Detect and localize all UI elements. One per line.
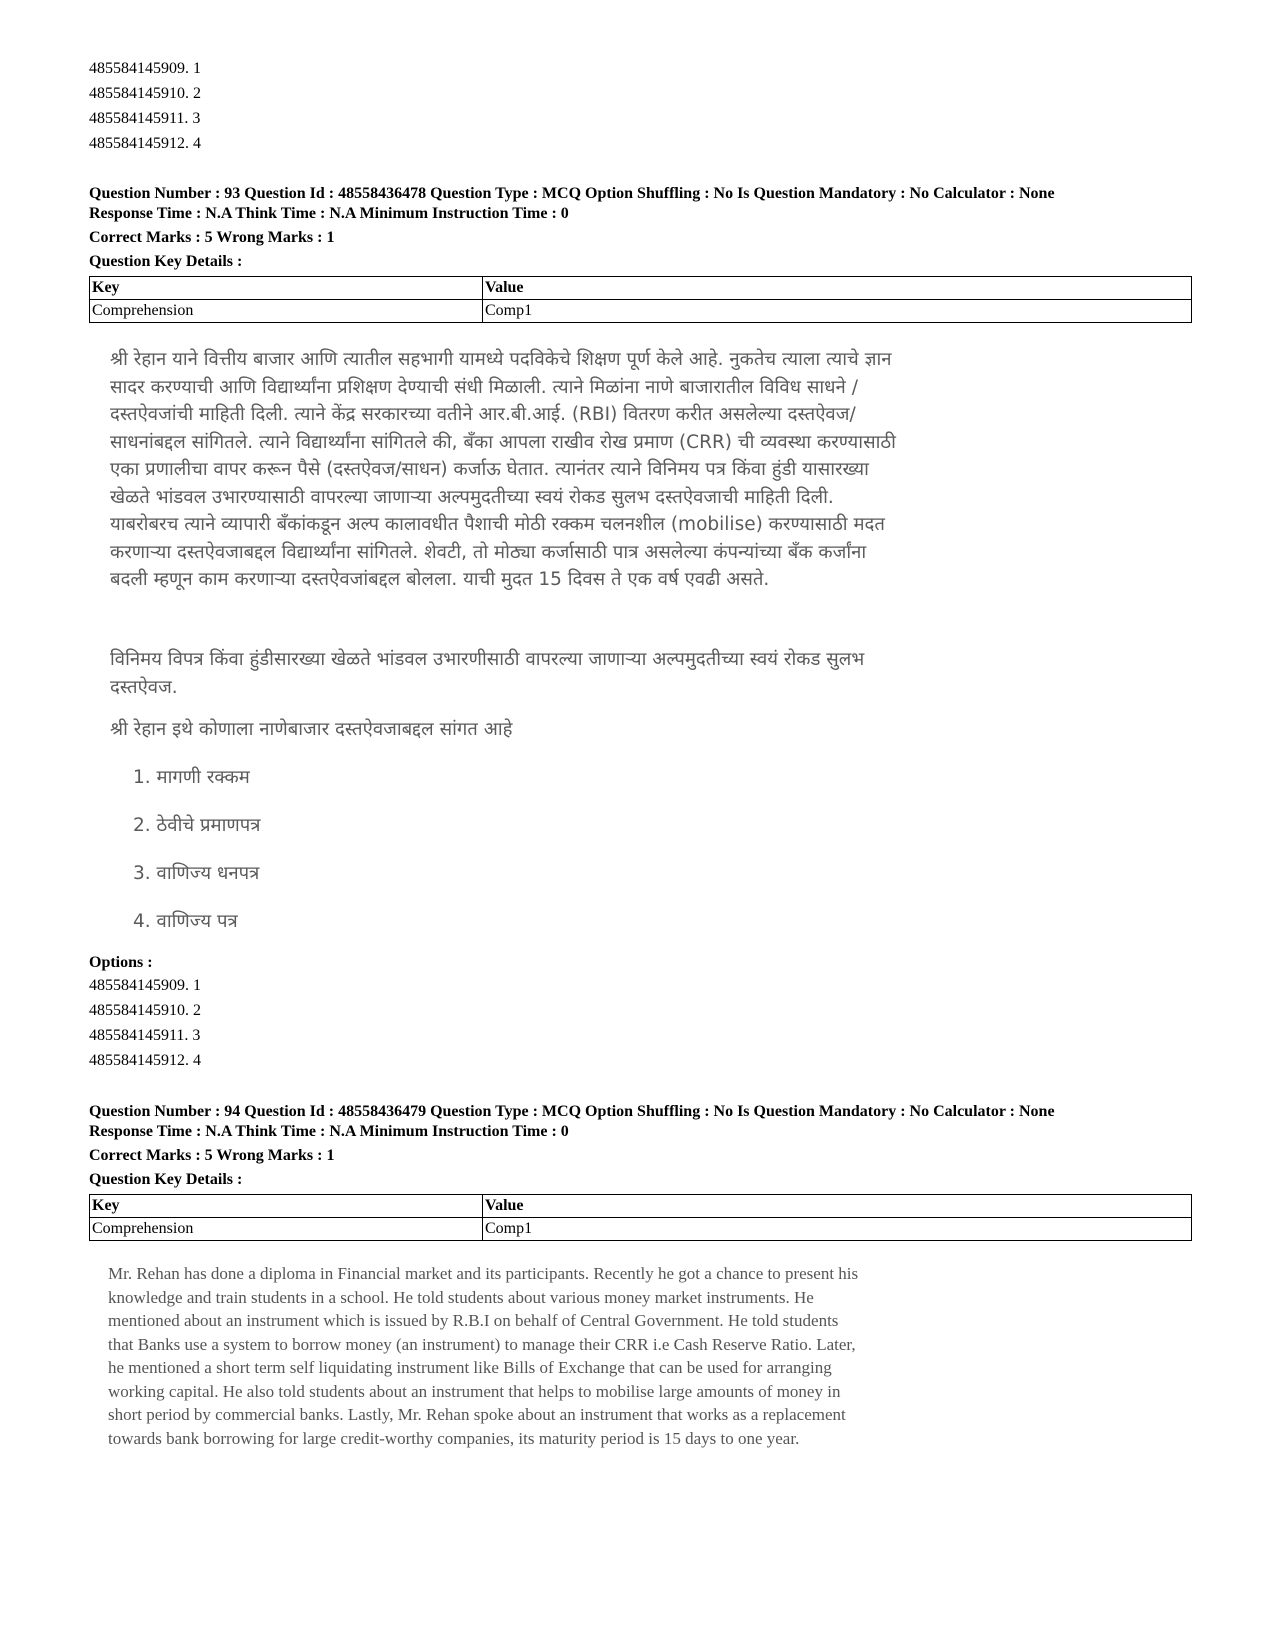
table-header-row (90, 277, 1192, 300)
value-cell: Comp1 (483, 300, 1192, 323)
passage-line: सादर करण्याची आणि विद्यार्थ्यांना प्रशिक्षण देण्याची संधी मिळाली. त्याने मिळांना नाणे बाजारातील विविध साधने / (110, 376, 858, 398)
passage-line: श्री रेहान याने वित्तीय बाजार आणि त्यातील सहभागी यामध्ये पदविकेचे शिक्षण पूर्ण केले आहे. नुकतेच त्याला त्याचे ज्ञान (110, 349, 892, 370)
value-header: Value (483, 1195, 1192, 1218)
q94-header-line1: Question Number : 94 Question Id : 48558436479 Question Type : MCQ Option Shuffling : No Is Question Mandatory : No Calculator : None (89, 1103, 1055, 1120)
passage-line: विनिमय विपत्र किंवा हुंडीसारख्या खेळते भांडवल उभारणीसाठी वापरल्या जाणाऱ्या अल्पमुदतीच्या स्वयं रोकड सुलभ (110, 649, 865, 670)
choice-2: 2. ठेवीचे प्रमाणपत्र (133, 815, 261, 836)
option-item: 485584145910. 2 (89, 85, 201, 102)
passage-line: करणाऱ्या दस्तऐवजाबद्दल विद्यार्थ्यांना सांगितले. शेवटी, तो मोठ्या कर्जासाठी पात्र असलेल्या कंपन्यांच्या बँक कर्जांना (110, 541, 867, 563)
passage-line: Mr. Rehan has done a diploma in Financial market and its participants. Recently he got a chance to present his (108, 1264, 859, 1283)
q94-key-details-label: Question Key Details : (89, 1171, 243, 1188)
passage-line: towards bank borrowing for large credit-worthy companies, its maturity period is 15 days to one year. (108, 1428, 800, 1448)
option-item: 485584145912. 4 (89, 135, 201, 152)
choice-1: 1. मागणी रक्कम (133, 767, 250, 788)
q93-options-list (89, 973, 201, 1073)
choice-3: 3. वाणिज्य धनपत्र (133, 863, 260, 884)
option-item: 485584145910. 2 (89, 1002, 201, 1019)
passage-line: that Banks use a system to borrow money (an instrument) to manage their CRR i.e Cash Reserve Ratio. Later, (108, 1334, 856, 1354)
table-row (90, 300, 1192, 323)
option-item: 485584145909. 1 (89, 977, 201, 994)
option-item: 485584145909. 1 (89, 60, 201, 77)
passage-line: he mentioned a short term self liquidating instrument like Bills of Exchange that can be used for arranging (108, 1358, 832, 1377)
q94-marks: Correct Marks : 5 Wrong Marks : 1 (89, 1147, 335, 1164)
q93-marathi-passage (110, 346, 896, 594)
q93-options-label: Options : (89, 954, 153, 971)
q93-key-details-label: Question Key Details : (89, 253, 243, 270)
key-header: Key (90, 277, 483, 300)
passage-line: short period by commercial banks. Lastly, Mr. Rehan spoke about an instrument that works as a replacement (108, 1405, 846, 1424)
passage-line: दस्तऐवजांची माहिती दिली. त्याने केंद्र सरकारच्या वतीने आर.बी.आई. (RBI) वितरण करीत असलेल्या दस्तऐवज/ (110, 404, 856, 425)
passage-line: mentioned about an instrument which is issued by R.B.I on behalf of Central Government. He told students (108, 1311, 839, 1330)
passage-line: याबरोबरच त्याने व्यापारी बँकांकडून अल्प कालावधीत पैशाची मोठी रक्कम चलनशील (mobilise) करण्यासाठी मदत (110, 514, 885, 535)
q93-header-line1: Question Number : 93 Question Id : 48558436478 Question Type : MCQ Option Shuffling : No Is Question Mandatory : No Calculator : None (89, 185, 1055, 202)
q93-question-text: श्री रेहान इथे कोणाला नाणेबाजार दस्तऐवजाबद्दल सांगत आहे (110, 719, 513, 740)
table-row (90, 1218, 1192, 1241)
q94-key-table (89, 1194, 1192, 1241)
choice-4: 4. वाणिज्य पत्र (133, 911, 238, 932)
passage-line: साधनांबद्दल सांगितले. त्याने विद्यार्थ्यांना सांगितले की, बँका आपला राखीव रोख प्रमाण (CRR) ची व्यवस्था करण्यासाठी (110, 431, 896, 453)
q93-header-line2: Response Time : N.A Think Time : N.A Minimum Instruction Time : 0 (89, 205, 569, 222)
key-cell: Comprehension (90, 1218, 483, 1241)
table-header-row (90, 1195, 1192, 1218)
option-item: 485584145911. 3 (89, 110, 201, 127)
key-header: Key (90, 1195, 483, 1218)
passage-line: दस्तऐवज. (110, 676, 178, 698)
q94-english-passage (108, 1262, 858, 1450)
passage-line: खेळते भांडवल उभारण्यासाठी वापरल्या जाणाऱ्या अल्पमुदतीच्या स्वयं रोकड सुलभ दस्तऐवजाची माहिती दिली. (110, 486, 834, 508)
passage-line: बदली म्हणून काम करणाऱ्या दस्तऐवजांबद्दल बोलला. याची मुदत 15 दिवस ते एक वर्ष एवढी असते. (110, 569, 770, 590)
q93-key-table (89, 276, 1192, 323)
key-cell: Comprehension (90, 300, 483, 323)
q93-marks: Correct Marks : 5 Wrong Marks : 1 (89, 229, 335, 246)
option-item: 485584145911. 3 (89, 1027, 201, 1044)
value-header: Value (483, 277, 1192, 300)
passage-line: knowledge and train students in a school. He told students about various money market instruments. He (108, 1287, 814, 1307)
value-cell: Comp1 (483, 1218, 1192, 1241)
passage-line: working capital. He also told students about an instrument that helps to mobilise large amounts of money in (108, 1381, 841, 1401)
q94-header-line2: Response Time : N.A Think Time : N.A Minimum Instruction Time : 0 (89, 1123, 569, 1140)
option-item: 485584145912. 4 (89, 1052, 201, 1069)
q93-sub-passage (110, 646, 864, 701)
passage-line: एका प्रणालीचा वापर करून पैसे (दस्तऐवज/साधन) कर्जाऊ घेतात. त्यानंतर त्याने विनिमय पत्र किंवा हुंडी यासारख्या (110, 459, 869, 480)
previous-options-list (89, 56, 201, 156)
